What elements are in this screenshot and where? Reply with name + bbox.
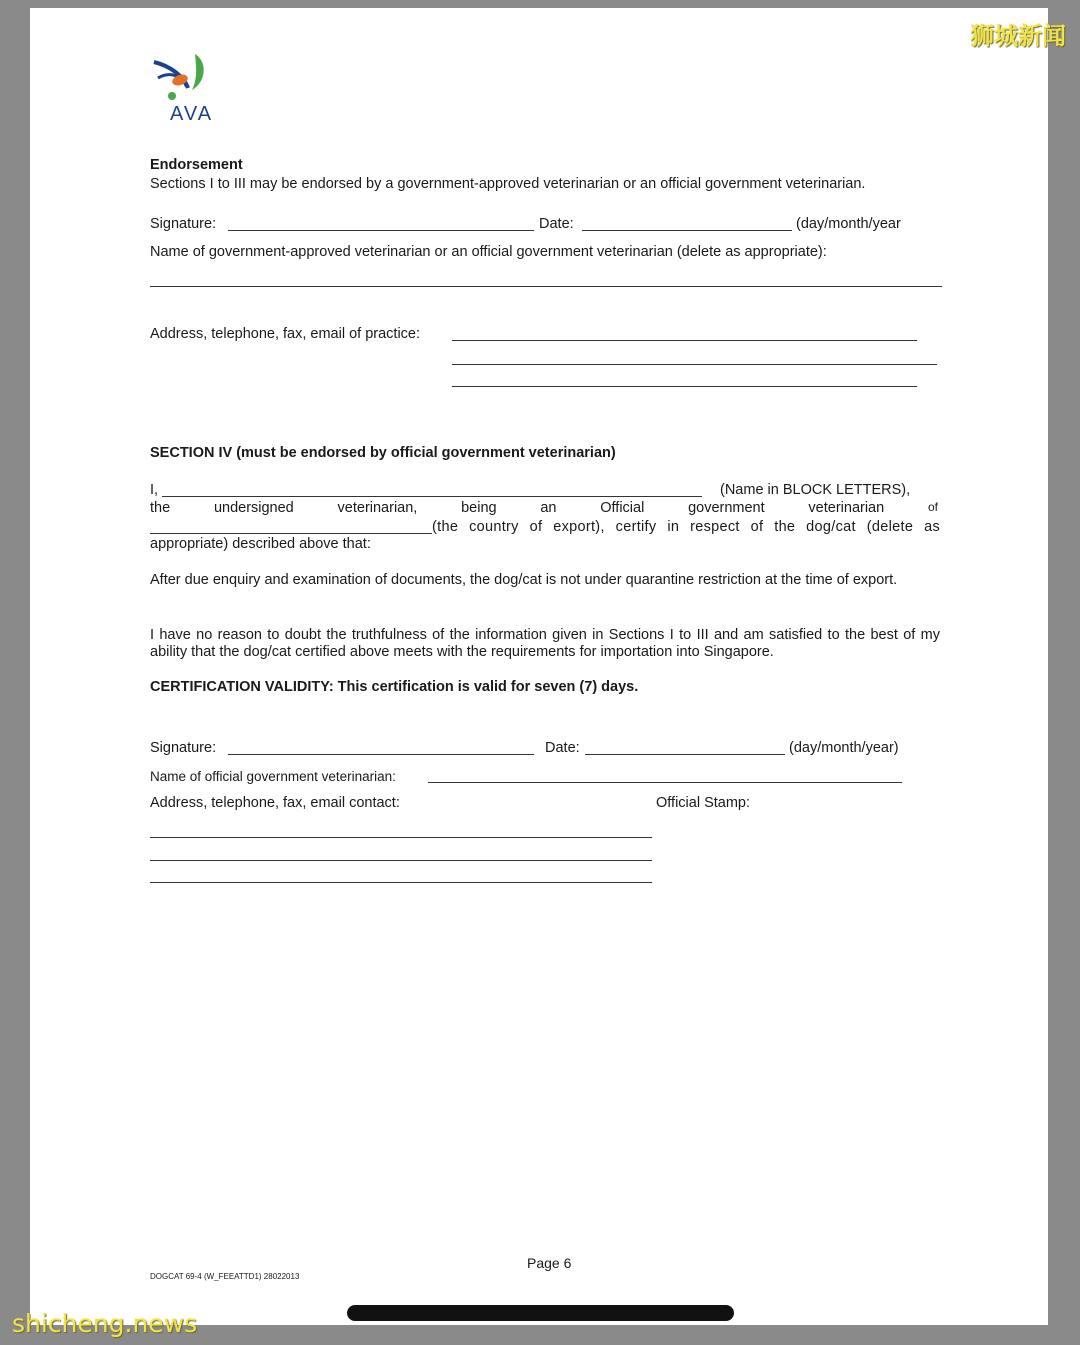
word: Official — [600, 500, 645, 516]
word: veterinarian — [808, 500, 885, 516]
section4-stamp-label: Official Stamp: — [656, 795, 751, 811]
section4-heading: SECTION IV (must be endorsed by official government veterinarian) — [150, 445, 616, 461]
ava-logo — [150, 52, 230, 122]
page-number: Page 6 — [527, 1255, 572, 1271]
endorsement-address-label: Address, telephone, fax, email of practice: — [150, 326, 421, 342]
endorsement-date-label: Date: — [539, 216, 574, 232]
document-code: DOGCAT 69-4 (W_FEEATTD1) 28022013 — [150, 1272, 300, 1281]
section4-appropriate-text: appropriate) described above that: — [150, 536, 371, 552]
endorsement-signature-line[interactable] — [228, 230, 534, 231]
section4-country-text: (the country of export), certify in respect of the dog/cat (delete as — [432, 519, 940, 535]
section4-official-name-line[interactable] — [428, 782, 902, 783]
section4-address-line-2[interactable] — [150, 860, 652, 861]
section4-signature-label: Signature: — [150, 740, 217, 756]
endorsement-name-label: Name of government-approved veterinarian or an official government veterinarian (delete as appropriate): — [150, 244, 827, 260]
section4-official-name-label: Name of official government veterinarian: — [150, 769, 396, 784]
word: government — [688, 500, 765, 516]
watermark-bottom: shicheng.news — [12, 1309, 198, 1338]
section4-date-label: Date: — [545, 740, 580, 756]
endorsement-address-line-2[interactable] — [452, 364, 937, 365]
ava-logo-icon — [150, 52, 230, 122]
word: being — [461, 500, 497, 516]
section4-date-line[interactable] — [585, 754, 785, 755]
watermark-top: 狮城新闻 — [970, 22, 1066, 50]
section4-signature-line[interactable] — [228, 754, 534, 755]
word: veterinarian, — [337, 500, 418, 516]
section4-i-label: I, — [150, 482, 159, 498]
ava-logo-text: AVA — [170, 103, 214, 122]
section4-date-format: (day/month/year) — [789, 740, 899, 756]
endorsement-signature-label: Signature: — [150, 216, 217, 232]
endorsement-intro: Sections I to III may be endorsed by a government-approved veterinarian or an official government veterinarian. — [150, 176, 866, 192]
section4-undersigned-row — [150, 500, 938, 516]
word: the — [150, 500, 171, 516]
section4-address-line-1[interactable] — [150, 837, 652, 838]
word: of — [927, 500, 938, 514]
endorsement-date-line[interactable] — [582, 230, 792, 231]
endorsement-address-line-3[interactable] — [452, 386, 917, 387]
home-indicator[interactable] — [347, 1305, 734, 1321]
section4-address-label: Address, telephone, fax, email contact: — [150, 795, 400, 811]
section4-validity: CERTIFICATION VALIDITY: This certification is valid for seven (7) days. — [150, 679, 639, 695]
section4-address-line-3[interactable] — [150, 882, 652, 883]
word: an — [540, 500, 557, 516]
endorsement-date-format: (day/month/year — [796, 216, 901, 232]
endorsement-name-line[interactable] — [150, 286, 942, 287]
word: undersigned — [213, 500, 294, 516]
endorsement-heading: Endorsement — [150, 157, 243, 173]
document-page — [30, 8, 1048, 1325]
endorsement-address-line-1[interactable] — [452, 340, 917, 341]
section4-block-letters: (Name in BLOCK LETTERS), — [720, 482, 911, 498]
section4-para2: I have no reason to doubt the truthfulness of the information given in Sections I to III and am satisfied to the best of my ability that the dog/cat certified above meets with the requirements for importation into Singapore. — [150, 627, 940, 660]
section4-country-line[interactable] — [150, 533, 432, 534]
section4-para1: After due enquiry and examination of documents, the dog/cat is not under quarantine restriction at the time of export. — [150, 572, 898, 588]
section4-name-line[interactable] — [162, 496, 702, 497]
